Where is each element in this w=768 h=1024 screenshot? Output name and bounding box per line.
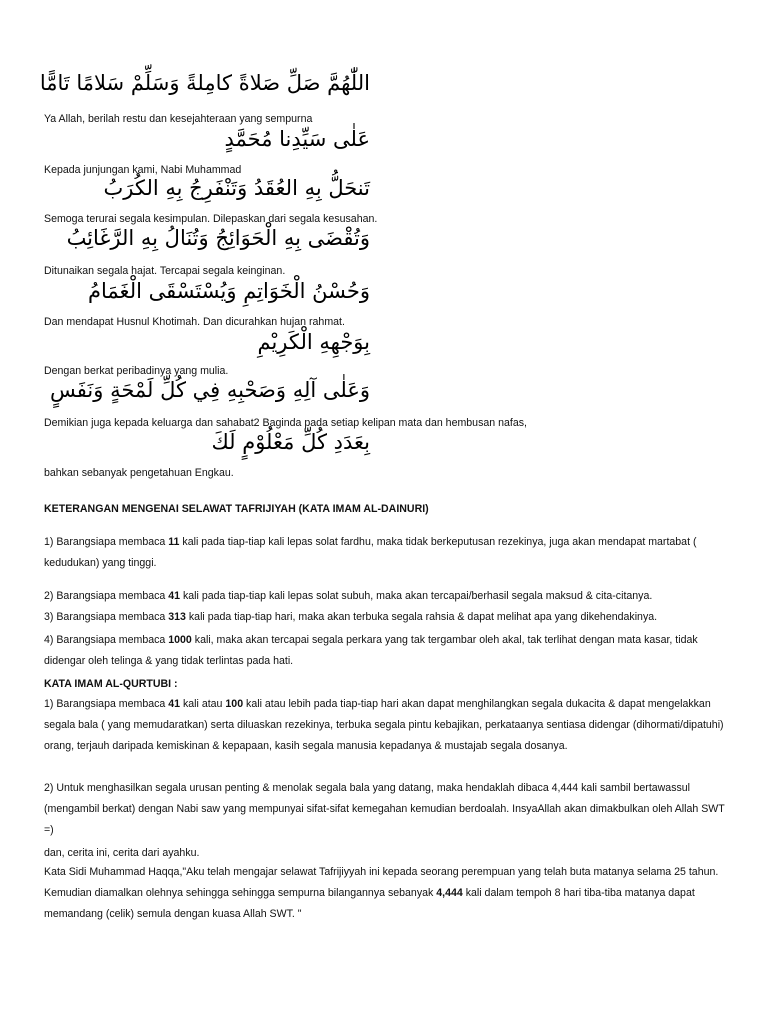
arabic-line-5: وَحُسْنُ الْخَوَاتِمِ وَيُسْتَسْقَى الْغَمَامُ xyxy=(88,279,370,303)
arabic-line-6: بِوَجْهِهِ الْكَرِيْمِ xyxy=(257,330,370,354)
dainuri-item-3 xyxy=(44,607,734,628)
arabic-line-3: تَنحَلُّ بِهِ العُقَدُ وَتَنْفَرِجُ بِهِ الكُرَبُ xyxy=(103,176,370,200)
arabic-line-7: وَعَلٰى آلِهِ وَصَحْبِهِ فِي كُلِّ لَمْحَةٍ وَنَفَسٍ xyxy=(50,378,370,402)
item-prefix: 2) Barangsiapa membaca xyxy=(44,590,169,602)
item-prefix: 1) Barangsiapa membaca xyxy=(44,536,169,548)
item-prefix: 3) Barangsiapa membaca xyxy=(44,611,169,623)
item-text-mid: kali atau xyxy=(180,698,226,710)
item-count: 41 xyxy=(168,698,181,710)
malay-line-2: Kepada junjungan kami, Nabi Muhammad xyxy=(44,164,242,176)
story-intro: dan, cerita ini, cerita dari ayahku. xyxy=(44,847,200,859)
qurtubi-item-1 xyxy=(44,694,734,757)
dainuri-item-2 xyxy=(44,586,734,607)
qurtubi-heading: KATA IMAM AL-QURTUBI : xyxy=(44,678,178,690)
malay-line-3: Semoga terurai segala kesimpulan. Dilepaskan dari segala kesusahan. xyxy=(44,213,378,225)
item-text: kali pada tiap-tiap kali lepas solat fardhu, maka tidak berkeputusan rezekinya, juga akan mendapat martabat ( kedudukan) yang tinggi. xyxy=(44,536,697,569)
malay-line-7: Demikian juga kepada keluarga dan sahabat2 Baginda pada setiap kelipan mata dan hembusan nafas, xyxy=(44,417,527,429)
item-count: 41 xyxy=(168,590,181,602)
item-prefix: 4) Barangsiapa membaca xyxy=(44,634,169,646)
malay-line-1: Ya Allah, berilah restu dan kesejahteraan yang sempurna xyxy=(44,113,313,125)
dainuri-item-4 xyxy=(44,630,734,672)
qurtubi-item-2: 2) Untuk menghasilkan segala urusan penting & menolak segala bala yang datang, maka hendaklah dibaca 4,444 kali sambil bertawassul (mengambil berkat) dengan Nabi saw yang mempunyai sifat-sifat kemegahan kemudian berdoalah. InsyaAllah akan dimakbulkan oleh Allah SWT =) xyxy=(44,782,725,836)
story-count: 4,444 xyxy=(436,887,463,899)
story-text-end: kali dalam tempoh 8 hari tiba-tiba matanya dapat memandang (celik) semula dengan kuasa Allah SWT. " xyxy=(44,887,695,920)
malay-line-5: Dan mendapat Husnul Khotimah. Dan dicurahkan hujan rahmat. xyxy=(44,316,345,328)
arabic-line-2: عَلٰى سَيِّدِنا مُحَمَّدٍ xyxy=(224,127,370,151)
story-text: Kata Sidi Muhammad Haqqa,"Aku telah mengajar selawat Tafrijiyyah ini kepada seorang perempuan yang telah buta matanya selama 25 tahun. Kemudian diamalkan olehnya sehingga sehingga sempurna bilangannya sebanyak xyxy=(44,866,719,899)
dainuri-item-1 xyxy=(44,532,734,574)
item-text: kali pada tiap-tiap kali lepas solat subuh, maka akan tercapai/berhasil segala maksud & cita-citanya. xyxy=(180,590,653,602)
arabic-line-8: بِعَدَدِ كُلِّ مَعْلُوْمٍ لَكَ xyxy=(211,430,370,454)
item-count: 11 xyxy=(168,536,180,548)
item-text: kali atau lebih pada tiap-tiap hari akan dapat menghilangkan segala dukacita & dapat mengelakkan segala bala ( yang memudaratkan) serta diluaskan rezekinya, terbuka segala pintu kebajikan, perkataanya sentiasa didengar (dihormati/dipatuhi) orang, terjauh daripada kemiskinan & kepapaan, kasih segala manusia kepadanya & mustajab segala dosanya. xyxy=(44,698,724,752)
item-text: kali pada tiap-tiap hari, maka akan terbuka segala rahsia & dapat melihat apa yang dikehendakinya. xyxy=(185,611,658,623)
malay-line-8: bahkan sebanyak pengetahuan Engkau. xyxy=(44,467,234,479)
item-count: 1000 xyxy=(168,634,192,646)
section-heading: KETERANGAN MENGENAI SELAWAT TAFRIJIYAH (KATA IMAM AL-DAINURI) xyxy=(44,503,429,515)
item-count: 313 xyxy=(168,611,186,623)
malay-line-6: Dengan berkat peribadinya yang mulia. xyxy=(44,365,229,377)
item-prefix: 1) Barangsiapa membaca xyxy=(44,698,169,710)
arabic-line-1: اللّٰهُمَّ صَلِّ صَلاةً كامِلةً وَسَلِّمْ سَلامًا تَامًّا xyxy=(39,71,370,95)
malay-line-4: Ditunaikan segala hajat. Tercapai segala keinginan. xyxy=(44,265,286,277)
item-count-2: 100 xyxy=(225,698,244,710)
story-quote xyxy=(44,862,734,925)
item-text: kali, maka akan tercapai segala perkara yang tak tergambar oleh akal, tak terlihat dengan mata kasar, tidak didengar oleh telinga & yang tidak terlintas pada hati. xyxy=(44,634,698,667)
arabic-line-4: وَتُقْضَى بِهِ الْحَوَائِجُ وَتُنَالُ بِهِ الرَّغَائِبُ xyxy=(66,226,370,250)
